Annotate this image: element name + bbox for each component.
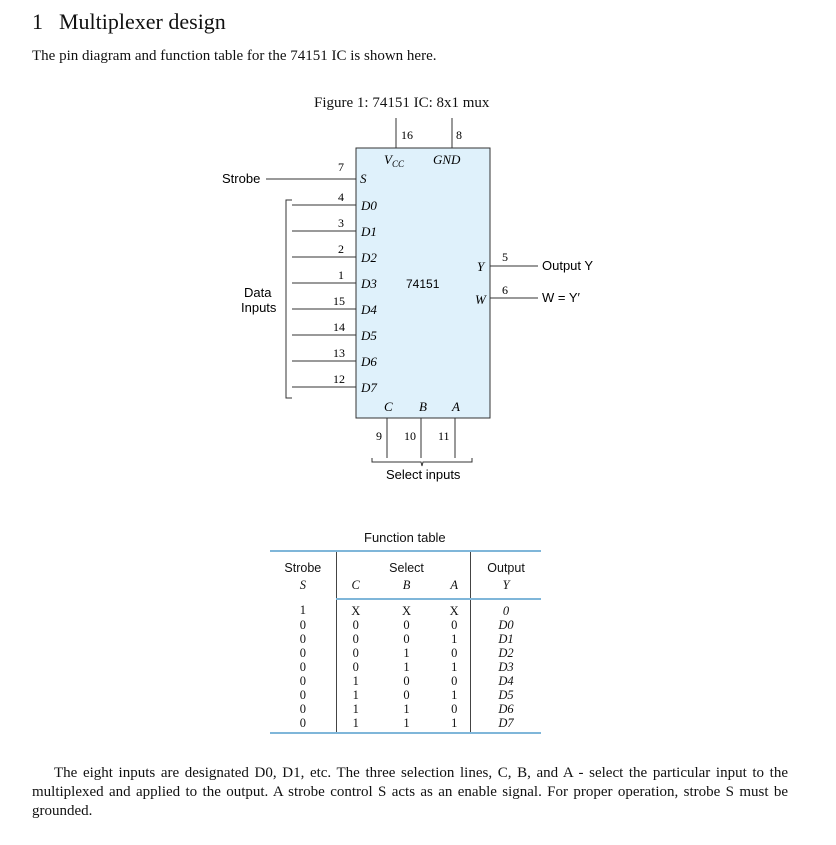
select-label-b: B bbox=[419, 399, 427, 414]
cell-b: 0 bbox=[403, 632, 410, 646]
description-paragraph: The eight inputs are designated D0, D1, etc. The three selection lines, C, B, and A - select the particular input to the multiplexed and applied to the output. A strobe control S acts as an enable signal. For proper operation, strobe S must be grounded. bbox=[32, 765, 788, 819]
output-w-pin-label: W bbox=[475, 292, 486, 307]
output-w-side-label: W = Y′ bbox=[542, 290, 580, 305]
output-y-side-label: Output Y bbox=[542, 258, 594, 273]
cell-a: 0 bbox=[438, 674, 470, 688]
output-y-pin-label: Y bbox=[477, 259, 485, 274]
output-y-pin-number: 5 bbox=[502, 250, 508, 264]
cell-c: 0 bbox=[352, 618, 359, 632]
cell-s: 0 bbox=[270, 632, 336, 646]
select-label-c: C bbox=[384, 399, 393, 414]
data-pin-label: D7 bbox=[361, 380, 377, 395]
cell-c: 1 bbox=[352, 702, 359, 716]
cell-b: 1 bbox=[375, 716, 439, 733]
cell-c: 1 bbox=[352, 688, 359, 702]
header-b: B bbox=[375, 575, 439, 599]
data-pin-number: 4 bbox=[338, 190, 344, 204]
select-inputs-label: Select inputs bbox=[386, 467, 461, 482]
cell-c: 1 bbox=[352, 674, 359, 688]
data-pin-label: D2 bbox=[361, 250, 377, 265]
chip-name: 74151 bbox=[406, 277, 440, 291]
table-row bbox=[270, 646, 541, 660]
pin-number-gnd: 8 bbox=[456, 128, 462, 142]
table-row bbox=[270, 599, 541, 618]
cell-c: X bbox=[351, 604, 361, 618]
cell-s: 1 bbox=[270, 599, 336, 618]
header-output: Output bbox=[471, 551, 541, 575]
vcc-sub: CC bbox=[391, 159, 404, 169]
data-pin-number: 12 bbox=[333, 372, 345, 386]
table-header-row-2 bbox=[270, 575, 541, 599]
table-row bbox=[270, 716, 541, 733]
cell-a: 0 bbox=[438, 702, 470, 716]
cell-c: 0 bbox=[352, 660, 359, 674]
header-select: Select bbox=[375, 551, 439, 575]
header-s: S bbox=[270, 575, 336, 599]
section-number: 1 bbox=[32, 9, 43, 34]
data-pin-number: 14 bbox=[333, 320, 345, 334]
table-row bbox=[270, 660, 541, 674]
data-pin-number: 2 bbox=[338, 242, 344, 256]
cell-a: 0 bbox=[438, 646, 470, 660]
output-w-pin-number: 6 bbox=[502, 283, 508, 297]
cell-b: 1 bbox=[403, 702, 410, 716]
data-pin-label: D4 bbox=[361, 302, 377, 317]
cell-b: 1 bbox=[403, 646, 410, 660]
header-c: C bbox=[336, 575, 375, 599]
gnd-label: GND bbox=[433, 152, 461, 167]
data-pin-number: 1 bbox=[338, 268, 344, 282]
function-table-title: Function table bbox=[364, 530, 446, 545]
header-a: A bbox=[438, 575, 470, 599]
data-pin-number: 3 bbox=[338, 216, 344, 230]
data-inputs-label-line1: Data bbox=[244, 285, 272, 300]
cell-s: 0 bbox=[270, 618, 336, 632]
intro-text: The pin diagram and function table for the 74151 IC is shown here. bbox=[32, 48, 437, 64]
header-y: Y bbox=[471, 575, 541, 599]
table-row bbox=[270, 674, 541, 688]
cell-y: D5 bbox=[498, 688, 514, 702]
select-pin-9: 9 bbox=[376, 429, 382, 443]
select-label-a: A bbox=[452, 399, 460, 414]
cell-a: 1 bbox=[438, 632, 470, 646]
data-pin-label: D3 bbox=[361, 276, 377, 291]
cell-a: 1 bbox=[438, 688, 470, 702]
cell-y: D1 bbox=[498, 632, 514, 646]
section-title: Multiplexer design bbox=[59, 9, 226, 34]
vcc-main: V bbox=[384, 152, 392, 167]
select-pin-11: 11 bbox=[438, 429, 450, 443]
cell-y: D6 bbox=[498, 702, 514, 716]
cell-b: 1 bbox=[403, 660, 410, 674]
data-inputs-bracket bbox=[286, 200, 292, 398]
cell-s: 0 bbox=[270, 688, 336, 702]
function-table bbox=[270, 550, 541, 734]
cell-s: 0 bbox=[270, 716, 336, 733]
cell-c: 0 bbox=[352, 646, 359, 660]
cell-a: X bbox=[438, 599, 470, 618]
data-pin-number: 15 bbox=[333, 294, 345, 308]
cell-y: D7 bbox=[471, 716, 541, 733]
cell-y: D2 bbox=[498, 646, 514, 660]
cell-a: 1 bbox=[438, 716, 470, 733]
table-row bbox=[270, 702, 541, 716]
pin-number-vcc: 16 bbox=[401, 128, 413, 142]
cell-a: 0 bbox=[438, 618, 470, 632]
figure-caption: Figure 1: 74151 IC: 8x1 mux bbox=[314, 95, 490, 111]
strobe-pin-number: 7 bbox=[338, 160, 344, 174]
cell-c: 1 bbox=[336, 716, 375, 733]
cell-b: 0 bbox=[403, 688, 410, 702]
cell-b: 0 bbox=[403, 618, 410, 632]
data-pin-label: D0 bbox=[361, 198, 377, 213]
header-empty-c bbox=[336, 551, 375, 575]
cell-b: 0 bbox=[403, 674, 410, 688]
table-row bbox=[270, 688, 541, 702]
data-inputs-label-line2: Inputs bbox=[241, 300, 277, 315]
cell-s: 0 bbox=[270, 674, 336, 688]
cell-y: D0 bbox=[498, 618, 514, 632]
cell-y: D3 bbox=[498, 660, 514, 674]
table-row bbox=[270, 632, 541, 646]
header-strobe: Strobe bbox=[270, 551, 336, 575]
cell-y: D4 bbox=[498, 674, 514, 688]
data-pin-label: D5 bbox=[361, 328, 377, 343]
data-pin-number: 13 bbox=[333, 346, 345, 360]
cell-a: 1 bbox=[438, 660, 470, 674]
header-empty-a bbox=[438, 551, 470, 575]
select-pin-10: 10 bbox=[404, 429, 416, 443]
table-header-row-1 bbox=[270, 551, 541, 575]
cell-s: 0 bbox=[270, 702, 336, 716]
cell-s: 0 bbox=[270, 646, 336, 660]
table-row bbox=[270, 618, 541, 632]
data-pin-label: D1 bbox=[361, 224, 377, 239]
strobe-side-label: Strobe bbox=[222, 171, 261, 186]
cell-s: 0 bbox=[270, 660, 336, 674]
cell-y: 0 bbox=[502, 604, 510, 618]
strobe-pin-label: S bbox=[360, 171, 367, 186]
select-brace bbox=[372, 458, 472, 466]
data-pin-label: D6 bbox=[361, 354, 377, 369]
cell-b: X bbox=[402, 604, 412, 618]
cell-c: 0 bbox=[352, 632, 359, 646]
